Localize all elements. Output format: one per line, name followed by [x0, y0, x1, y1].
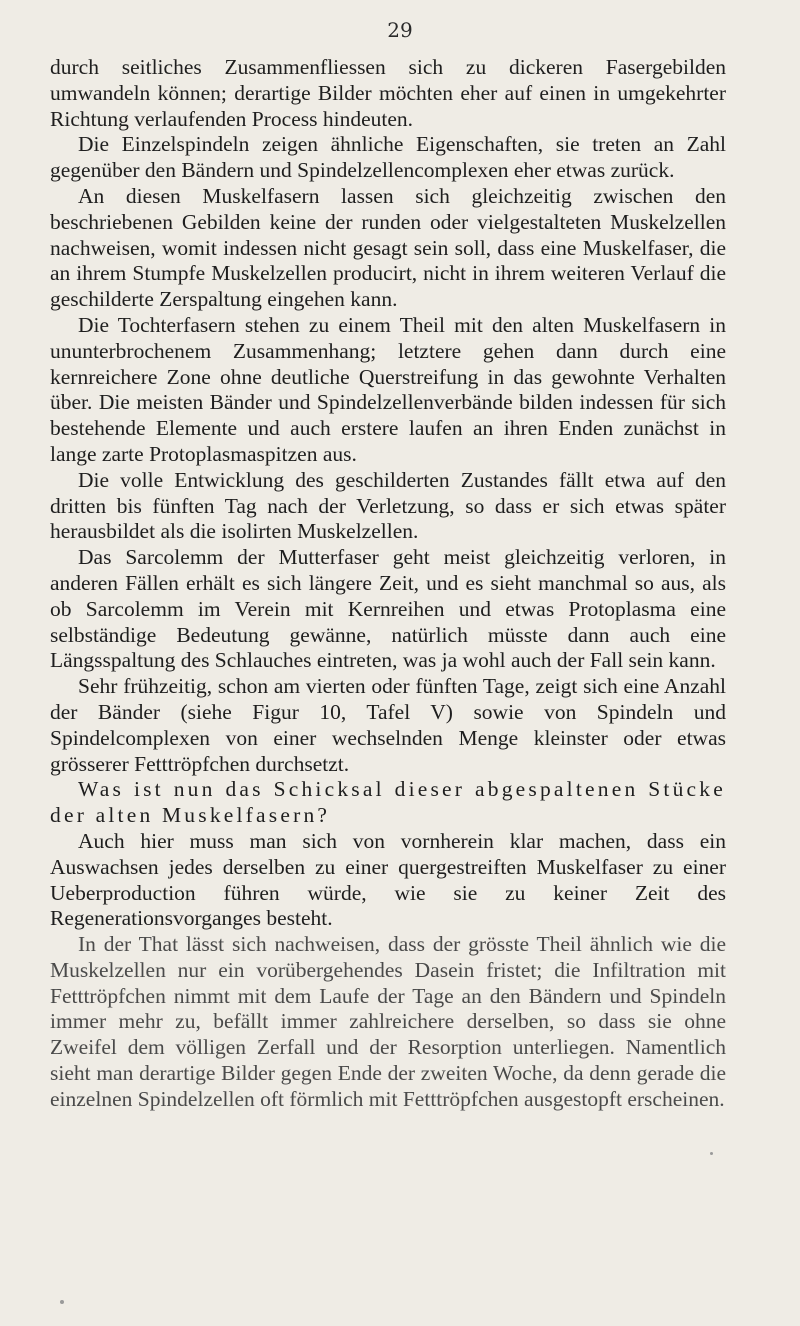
- paragraph-1: durch seitliches Zusammenfliessen sich zu dickeren Fasergebilden umwandeln können; derartige Bilder möchten eher auf einen in umgekehrter Richtung verlaufenden Process hindeuten.: [50, 55, 726, 131]
- paragraph-2: Die Einzelspindeln zeigen ähnliche Eigenschaften, sie treten an Zahl gegenüber den Bändern und Spindelzellencomplexen eher etwas zurück.: [50, 132, 726, 183]
- print-speck: [710, 1152, 713, 1155]
- section-question: Was ist nun das Schicksal dieser abgespaltenen Stücke der alten Muskelfasern?: [50, 777, 726, 828]
- paragraph-3: An diesen Muskelfasern lassen sich gleichzeitig zwischen den beschriebenen Gebilden keine der runden oder vielgestalteten Muskelzellen nachweisen, womit indessen nicht gesagt sein soll, dass eine Muskelfaser, die an ihrem Stumpfe Muskelzellen producirt, nicht in ihrem weiteren Verlauf die geschilderte Zerspaltung eingehen kann.: [50, 183, 726, 312]
- paragraph-7: Sehr frühzeitig, schon am vierten oder fünften Tage, zeigt sich eine Anzahl der Bänder (siehe Figur 10, Tafel V) sowie von Spindeln und Spindelcomplexen von einer wechselnden Menge kleinster oder etwas grösserer Fetttröpfchen durchsetzt.: [50, 674, 726, 776]
- body-text: [50, 55, 726, 1113]
- print-speck: [60, 1300, 64, 1304]
- paragraph-5: Die volle Entwicklung des geschilderten Zustandes fällt etwa auf den dritten bis fünften Tag nach der Verletzung, so dass er sich etwas später herausbildet als die isolirten Muskelzellen.: [50, 467, 726, 544]
- paragraph-10: In der That lässt sich nachweisen, dass der grösste Theil ähnlich wie die Muskelzellen nur ein vorübergehendes Dasein fristet; die Infiltration mit Fetttröpfchen nimmt mit dem Laufe der Tage an den Bändern und Spindeln immer mehr zu, befällt immer zahlreichere derselben, so dass sie ohne Zweifel dem völligen Zerfall und der Resorption unterliegen. Namentlich sieht man derartige Bilder gegen Ende der zweiten Woche, da denn gerade die einzelnen Spindelzellen oft förmlich mit Fetttröpfchen ausgestopft erscheinen.: [50, 932, 726, 1111]
- paragraph-6: Das Sarcolemm der Mutterfaser geht meist gleichzeitig verloren, in anderen Fällen erhält es sich längere Zeit, und es sieht manchmal so aus, als ob Sarcolemm im Verein mit Kernreihen und etwas Protoplasma eine selbständige Bedeutung gewänne, natürlich müsste dann auch eine Längsspaltung des Schlauches eintreten, was ja wohl auch der Fall sein kann.: [50, 545, 726, 673]
- page-number: 29: [387, 18, 413, 42]
- paragraph-4: Die Tochterfasern stehen zu einem Theil mit den alten Muskelfasern in ununterbrochenem Zusammenhang; letztere gehen dann durch eine kernreichere Zone ohne deutliche Querstreifung in das gewohnte Verhalten über. Die meisten Bänder und Spindelzellenverbände bilden indessen für sich bestehende Elemente und auch erstere laufen an ihren Enden zunächst in lange zarte Protoplasmaspitzen aus.: [50, 312, 726, 466]
- paragraph-9: Auch hier muss man sich von vornherein klar machen, dass ein Auswachsen jedes derselben zu einer quergestreiften Muskelfaser zu einer Ueberproduction führen würde, wie sie zu keiner Zeit des Regenerationsvorganges besteht.: [50, 828, 726, 931]
